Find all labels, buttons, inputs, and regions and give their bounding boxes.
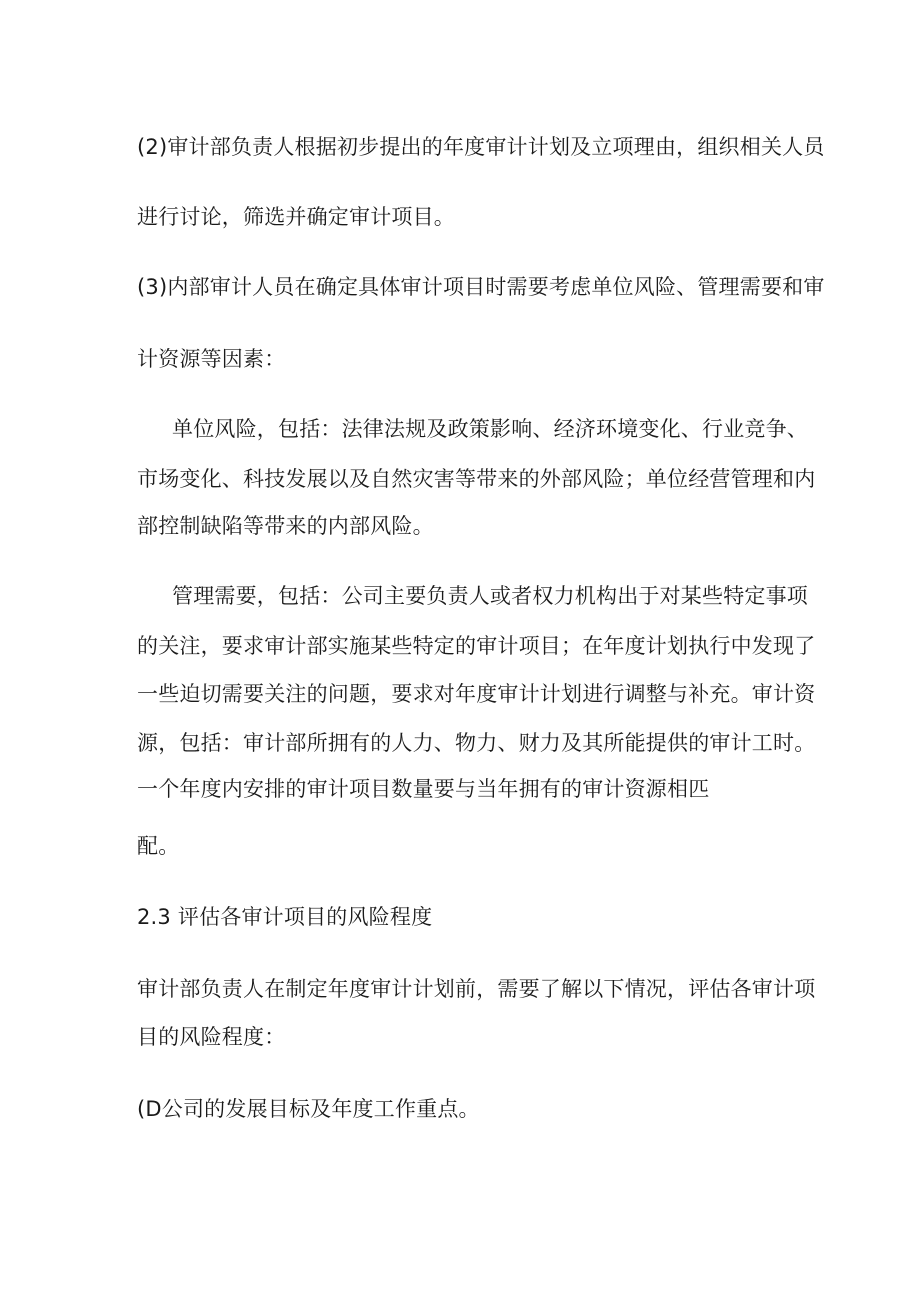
paragraph-section-line-2: 目的风险程度： <box>137 1025 286 1049</box>
management-need-line-6: 配。 <box>137 834 180 858</box>
management-need-line-1: 管理需要，包括：公司主要负责人或者权力机构出于对某些特定事项 <box>172 584 808 608</box>
unit-risk-line-1: 单位风险，包括：法律法规及政策影响、经济环境变化、行业竞争、 <box>172 417 808 441</box>
list-item-1: (D公司的发展目标及年度工作重点。 <box>137 1097 480 1121</box>
management-need-line-2: 的关注，要求审计部实施某些特定的审计项目；在年度计划执行中发现了 <box>137 634 816 658</box>
paragraph-2-line-1: (2)审计部负责人根据初步提出的年度审计计划及立项理由，组织相关人员 <box>137 135 825 159</box>
unit-risk-line-3: 部控制缺陷等带来的内部风险。 <box>137 514 434 538</box>
unit-risk-line-2: 市场变化、科技发展以及自然灾害等带来的外部风险；单位经营管理和内 <box>137 467 816 491</box>
paragraph-2-line-2: 进行讨论，筛选并确定审计项目。 <box>137 205 455 229</box>
management-need-line-5: 一个年度内安排的审计项目数量要与当年拥有的审计资源相匹 <box>137 777 710 801</box>
management-need-line-3: 一些迫切需要关注的问题，要求对年度审计计划进行调整与补充。审计资 <box>137 682 816 706</box>
paragraph-3-line-1: (3)内部审计人员在确定具体审计项目时需要考虑单位风险、管理需要和审 <box>137 275 825 299</box>
paragraph-3-line-2: 计资源等因素： <box>137 347 286 371</box>
section-heading: 2.3 评估各审计项目的风险程度 <box>137 905 433 929</box>
paragraph-section-line-1: 审计部负责人在制定年度审计计划前，需要了解以下情况，评估各审计项 <box>137 977 816 1001</box>
management-need-line-4: 源，包括：审计部所拥有的人力、物力、财力及其所能提供的审计工时。 <box>137 731 816 755</box>
